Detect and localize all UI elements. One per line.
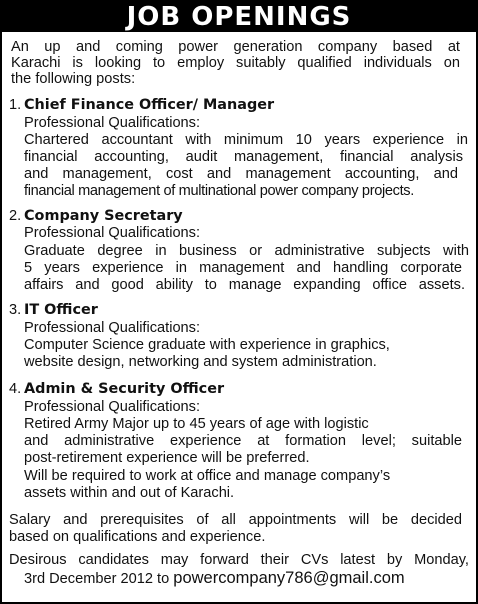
qualification-line: financial accounting, audit management, financial analysis [24, 149, 463, 165]
contact-email: powercompany786@gmail.com [173, 569, 405, 587]
qualification-line: affairs and good ability to manage expanding office assets. [24, 277, 465, 293]
qualification-line: Graduate degree in business or administrative subjects with [24, 243, 469, 259]
qualification-line: financial management of multinational power company projects. [24, 183, 414, 199]
deadline-date-text: 3rd December 2012 to [24, 571, 170, 587]
application-deadline [24, 570, 405, 587]
position-number: 3. [9, 302, 22, 318]
position-title-it-officer: IT Officer [24, 302, 98, 318]
qualification-line: Computer Science graduate with experience in graphics, [24, 337, 390, 353]
qualification-line: website design, networking and system administration. [24, 354, 377, 370]
qualifications-label: Professional Qualifications: [24, 115, 201, 131]
qualifications-label: Professional Qualifications: [24, 225, 201, 241]
page-title: JOB OPENINGS [2, 2, 476, 32]
qualification-line: and management, cost and management accounting, and [24, 166, 458, 182]
qualifications-label: Professional Qualifications: [24, 399, 201, 415]
position-title-admin-security-officer: Admin & Security Officer [24, 381, 225, 397]
application-instructions: Desirous candidates may forward their CVs latest by Monday, [9, 552, 469, 568]
salary-note-line: based on qualifications and experience. [9, 529, 266, 545]
position-number: 1. [9, 97, 22, 113]
salary-note-line: Salary and prerequisites of all appointments will be decided [9, 512, 462, 528]
qualification-line: Will be required to work at office and manage company’s [24, 468, 391, 484]
qualification-line: Retired Army Major up to 45 years of age with logistic [24, 416, 369, 432]
qualification-line: post-retirement experience will be preferred. [24, 450, 310, 466]
qualification-line: assets within and out of Karachi. [24, 485, 235, 501]
position-number: 2. [9, 208, 22, 224]
position-title-company-secretary: Company Secretary [24, 208, 183, 224]
qualification-line: 5 years experience in management and handling corporate [24, 260, 462, 276]
position-title-cfo: Chief Finance Officer/ Manager [24, 97, 275, 113]
qualification-line: and administrative experience at formation level; suitable [24, 433, 462, 449]
position-number: 4. [9, 381, 22, 397]
intro-line: Karachi is looking to employ suitably qualified individuals on [11, 55, 460, 71]
qualifications-label: Professional Qualifications: [24, 320, 201, 336]
qualification-line: Chartered accountant with minimum 10 years experience in [24, 132, 468, 148]
intro-line: An up and coming power generation company based at [11, 39, 460, 55]
intro-line: the following posts: [11, 71, 136, 87]
